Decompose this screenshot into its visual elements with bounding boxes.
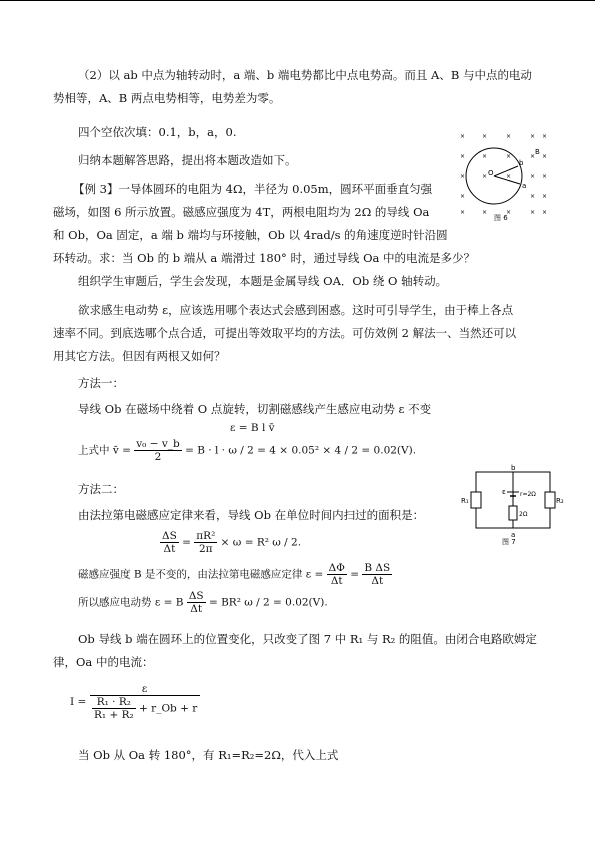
- field-cross-mark: ×: [530, 173, 536, 180]
- magnetic-field-crosses: [460, 133, 547, 216]
- field-cross-mark: ×: [530, 209, 536, 216]
- field-cross-mark: ×: [460, 173, 466, 180]
- method1-heading: 方法一：: [78, 376, 124, 390]
- field-cross-mark: ×: [460, 153, 466, 160]
- para6-line1: Ob 导线 b 端在圆环上的位置变化，只改变了图 7 中 R₁ 与 R₂ 的阻值。由闭合电路欧姆定: [78, 632, 537, 646]
- field-cross-mark: ×: [460, 133, 466, 140]
- label-a: a: [522, 182, 527, 190]
- para6-line2: 律，Oa 中的电流：: [53, 655, 154, 669]
- field-cross-mark: ×: [482, 209, 488, 216]
- method2-text: 由法拉第电磁感应定律来看，导线 Ob 在单位时间内扫过的面积是：: [78, 508, 425, 522]
- label-B: B: [535, 148, 540, 156]
- para5-line3: 用其它方法。但因有两根又如何？: [53, 349, 226, 363]
- label-2ohm: 2Ω: [519, 511, 528, 518]
- para1-line1: （2）以 ab 中点为轴转动时，a 端、b 端电势都比中点电势高。而且 A、B 与中点的电动: [78, 68, 532, 82]
- field-cross-mark: ×: [482, 133, 488, 140]
- label-b: b: [519, 159, 524, 167]
- para4: 组织学生审题后，学生会发现，本题是金属导线 OA．Ob 绕 O 轴转动。: [78, 274, 448, 288]
- para5-line1: 欲求感生电动势 ε，应该选用哪个表达式会感到困惑。这时可引导学生，由于棒上各点: [78, 303, 514, 317]
- field-cross-mark: ×: [460, 209, 466, 216]
- para3: 归纳本题解答思路，提出将本题改造如下。: [78, 153, 297, 167]
- method2-equation1: $\frac{\Delta S}{\Delta t}$ = $\frac{\text{πR²}}{2\pi}$ × ω = R² ω / 2.: [162, 530, 302, 555]
- ohm-law-equation: I = ε $\frac{\text{R₁ · R₂}}{\text{R₁ + R₂}}$ + r_Ob + r: [70, 683, 200, 721]
- field-cross-mark: ×: [482, 173, 488, 180]
- field-cross-mark: ×: [542, 153, 548, 160]
- resistor-r2: [545, 492, 555, 508]
- field-cross-mark: ×: [530, 133, 536, 140]
- label-r2: R₂: [556, 497, 564, 505]
- last-line: 当 Ob 从 Oa 转 180°，有 R₁=R₂=2Ω，代入上式: [78, 748, 339, 762]
- field-cross-mark: ×: [506, 153, 512, 160]
- field-cross-mark: ×: [542, 133, 548, 140]
- field-cross-mark: ×: [542, 173, 548, 180]
- method2-equation2: 磁感应强度 B 是不变的，由法拉第电磁感应定律 ε = $\frac{\Delta\Phi}{\Delta t}$ = $\frac{\text{B ΔS}}{\Delta t}$: [78, 562, 391, 587]
- resistor-middle: [509, 506, 517, 520]
- figure-6: [452, 128, 552, 228]
- figure-7-caption: 图 7: [502, 538, 516, 546]
- field-cross-mark: ×: [482, 153, 488, 160]
- example3-line4: 环转动。求：当 Ob 的 b 端从 a 端滑过 180° 时，通过导线 Oa 中的电流是多少？: [53, 251, 476, 265]
- para5-line2: 速率不同。到底选哪个点合适，可提出等效取平均的方法。可仿效例 2 解法一、当然还可以: [53, 326, 517, 340]
- label-emf: ε: [502, 488, 506, 496]
- para2: 四个空依次填：0.1，b，a，0.: [78, 125, 237, 139]
- method2-equation3: 所以感应电动势 ε = B $\frac{\Delta S}{\Delta t}$ = BR² ω / 2 = 0.02(V).: [78, 590, 328, 615]
- example3-line2: 磁场，如图 6 所示放置。磁感应强度为 4T，两根电阻均为 2Ω 的导线 Oa: [53, 205, 430, 219]
- label-r: r=2Ω: [520, 491, 536, 498]
- label-r1: R₁: [461, 497, 469, 505]
- field-cross-mark: ×: [506, 173, 512, 180]
- label-a: a: [511, 531, 516, 539]
- method2-heading: 方法二：: [78, 482, 124, 496]
- label-o: O: [488, 169, 494, 177]
- field-cross-mark: ×: [530, 193, 536, 200]
- figure-6-caption: 图 6: [494, 214, 508, 222]
- field-cross-mark: ×: [506, 209, 512, 216]
- page-top-rule: [0, 0, 595, 1]
- field-cross-mark: ×: [542, 209, 548, 216]
- example3-line1: 【例 3】一导体圆环的电阻为 4Ω，半径为 0.05m，圆环平面垂直匀强: [73, 182, 433, 196]
- label-b: b: [511, 464, 516, 472]
- figure-7: [458, 462, 564, 546]
- field-cross-mark: ×: [460, 193, 466, 200]
- method1-text: 导线 Ob 在磁场中绕着 O 点旋转，切割磁感线产生感应电动势 ε 不变: [78, 402, 432, 416]
- para1-line2: 势相等，A、B 两点电势相等，电势差为零。: [53, 91, 281, 105]
- resistor-r1: [471, 492, 481, 508]
- method1-equation2: 上式中 v̄ = $\frac{\text{v₀ − v\_b}}{2}$ = B · l · ω / 2 = 4 × 0.05² × 4 / 2 = 0.02(V).: [78, 438, 417, 463]
- example3-line3: 和 Ob，Oa 固定，a 端 b 端均与环接触，Ob 以 4rad/s 的角速度逆时针沿圆: [53, 228, 448, 242]
- field-cross-mark: ×: [542, 193, 548, 200]
- field-cross-mark: ×: [530, 153, 536, 160]
- field-cross-mark: ×: [506, 133, 512, 140]
- method1-equation1: ε = B l v̄: [230, 422, 275, 434]
